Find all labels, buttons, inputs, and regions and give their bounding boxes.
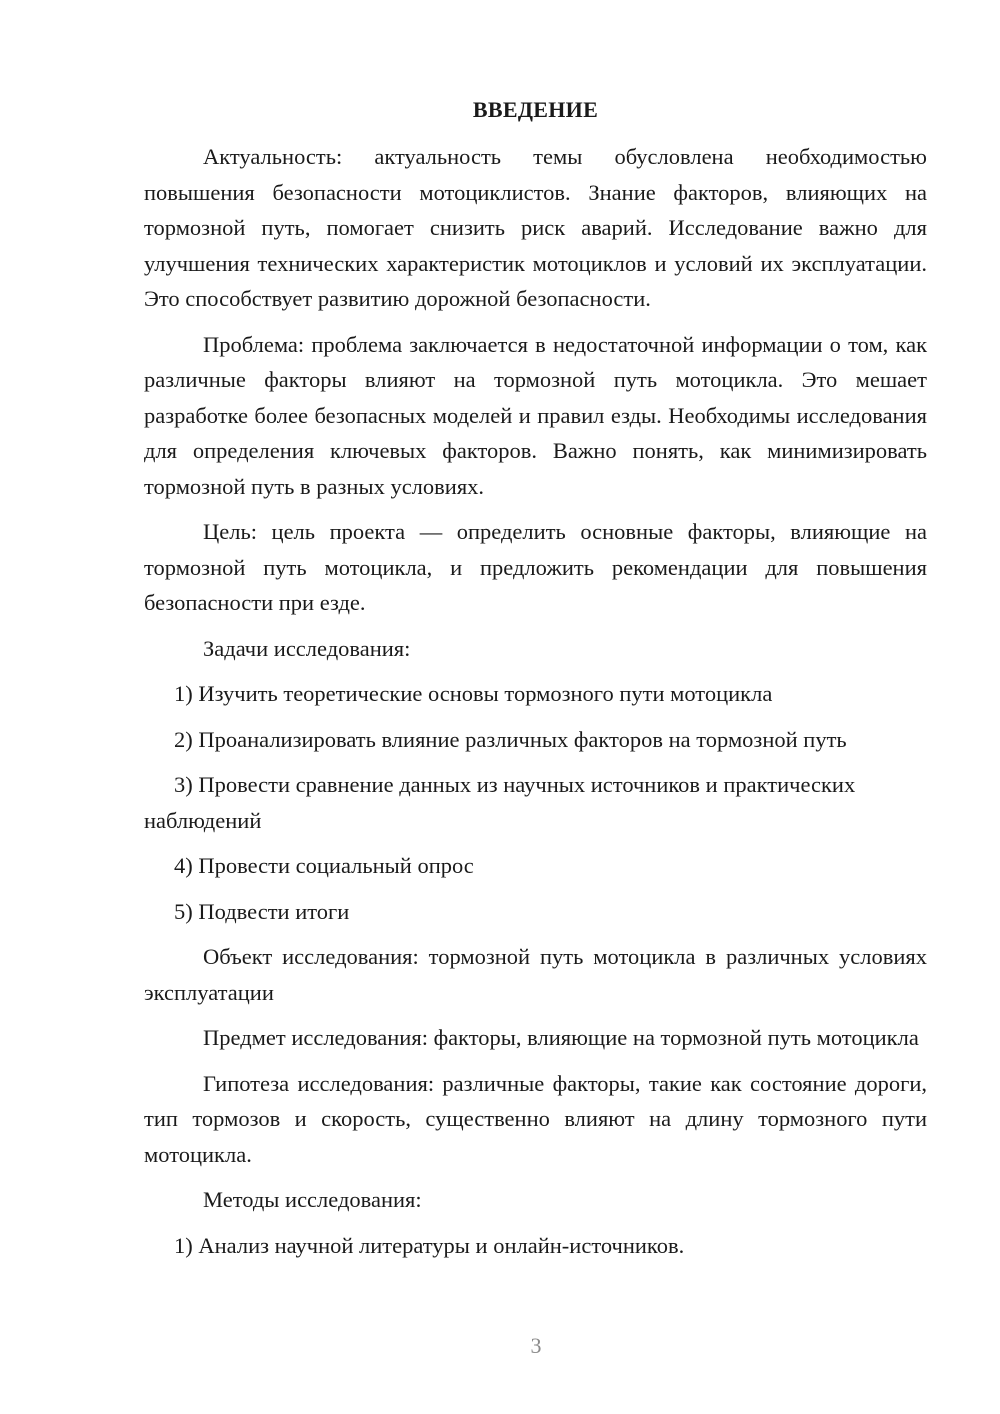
task-item: 5) Подвести итоги	[174, 898, 350, 924]
hypothesis-paragraph: Гипотеза исследования: различные факторы, такие как состояние дороги, тип тормозов и скорость, существенно влияют на длину тормозного пути мотоцикла.	[144, 1070, 927, 1167]
page-content	[144, 94, 927, 1273]
task-item: 3) Провести сравнение данных из научных источников и практических наблюдений	[144, 772, 856, 833]
subject-paragraph: Предмет исследования: факторы, влияющие на тормозной путь мотоцикла	[203, 1025, 919, 1050]
page-number: 3	[530, 1333, 542, 1358]
relevance-paragraph: Актуальность: актуальность темы обусловлена необходимостью повышения безопасности мотоциклистов. Знание факторов, влияющих на тормозной путь, помогает снизить риск аварий. Исследование важно для улучшения технических характеристик мотоциклов и условий их эксплуатации. Это способствует развитию дорожной безопасности.	[144, 144, 927, 311]
problem-paragraph: Проблема: проблема заключается в недостаточной информации о том, как различные факторы влияют на тормозной путь мотоцикла. Это мешает разработке более безопасных моделей и правил езды. Необходимы исследования для определения ключевых факторов. Важно понять, как минимизировать тормозной путь в разных условиях.	[144, 331, 927, 499]
task-item: 1) Изучить теоретические основы тормозного пути мотоцикла	[174, 681, 773, 706]
method-item: 1) Анализ научной литературы и онлайн-источников.	[174, 1232, 685, 1258]
task-item: 4) Провести социальный опрос	[174, 853, 474, 878]
object-paragraph: Объект исследования: тормозной путь мотоцикла в различных условиях эксплуатации	[144, 944, 927, 1005]
goal-paragraph: Цель: цель проекта — определить основные факторы, влияющие на тормозной путь мотоцикла, и предложить рекомендации для повышения безопасности при езде.	[144, 519, 927, 615]
task-item: 2) Проанализировать влияние различных факторов на тормозной путь	[174, 726, 847, 752]
tasks-heading: Задачи исследования:	[203, 635, 411, 661]
methods-heading: Методы исследования:	[203, 1187, 422, 1212]
section-heading: ВВЕДЕНИЕ	[472, 97, 599, 122]
